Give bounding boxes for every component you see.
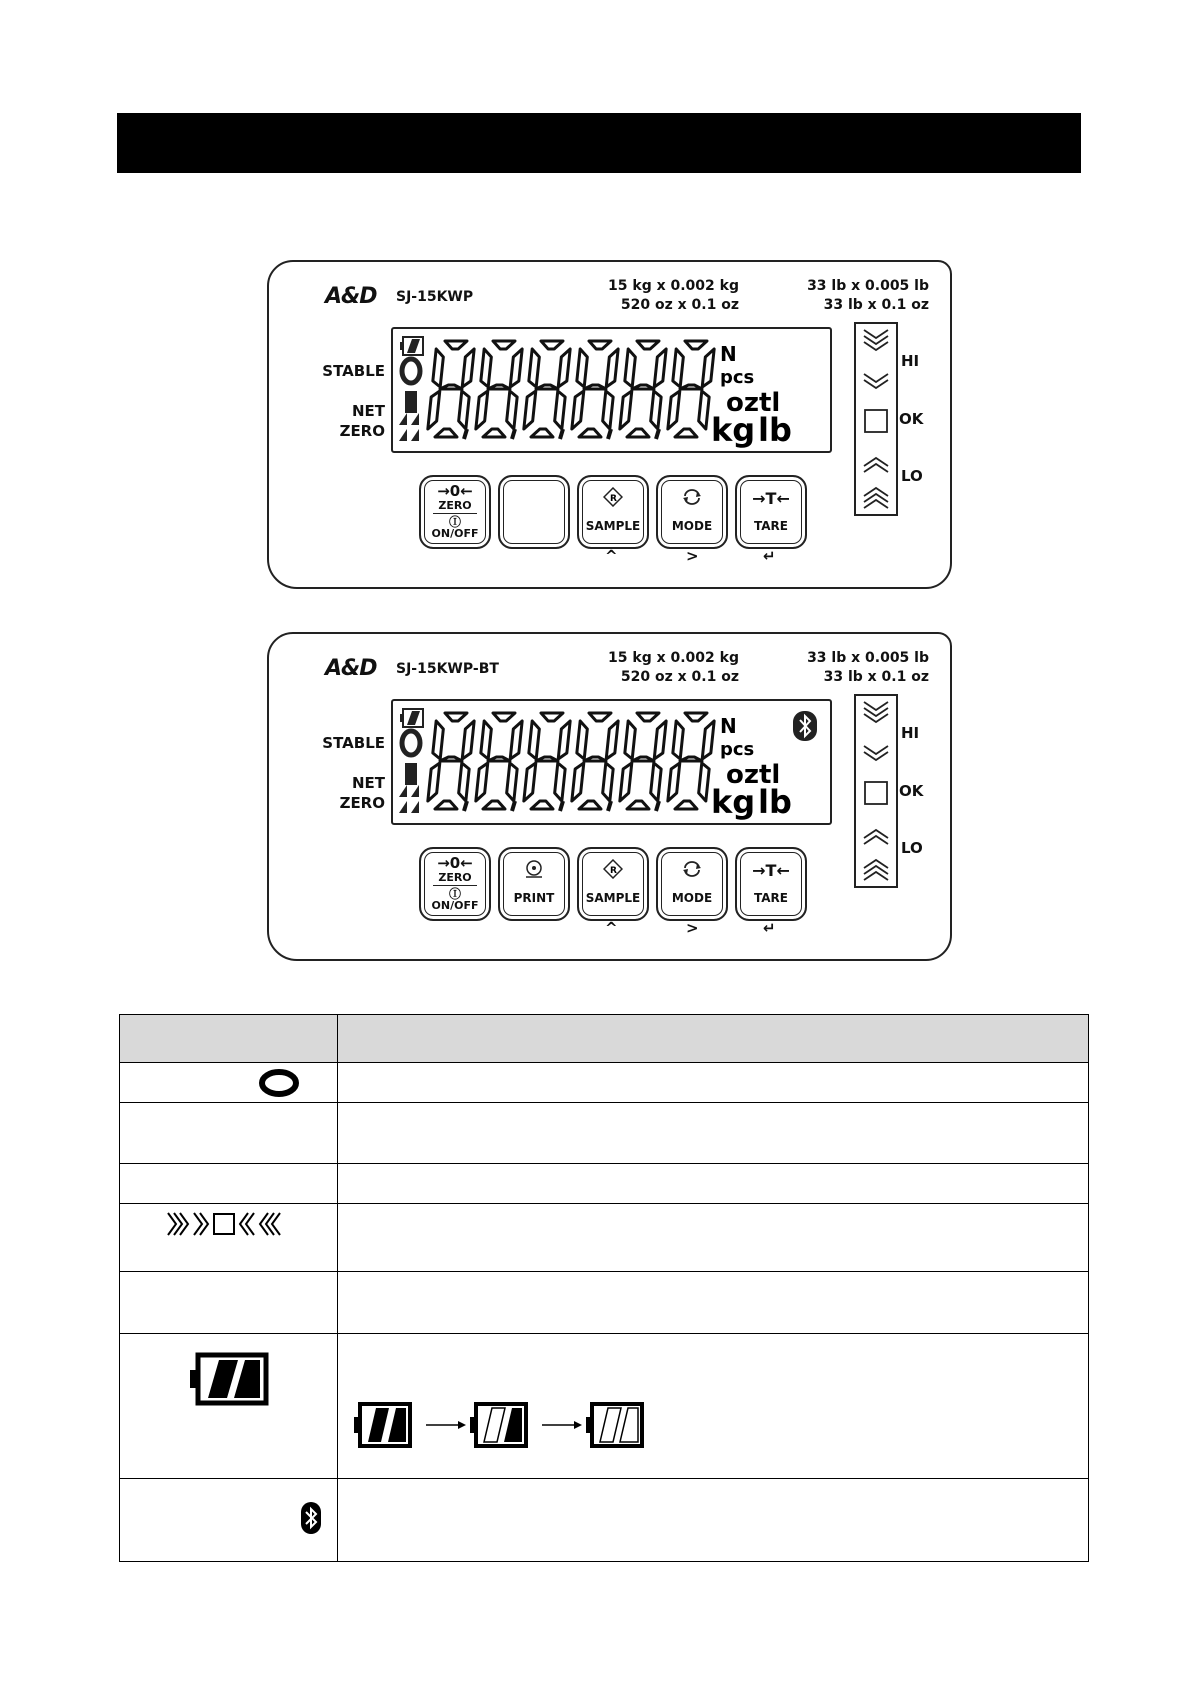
- unit-n: N: [720, 342, 737, 366]
- lcd-digits: [428, 713, 714, 811]
- spec-kg: 15 kg x 0.002 kg: [608, 650, 739, 666]
- lcd-digits: [428, 341, 714, 439]
- mode-label: MODE: [671, 891, 713, 905]
- label-net: NET: [351, 774, 385, 792]
- unit-pcs: pcs: [720, 367, 755, 388]
- unit-lb: lb: [758, 783, 792, 821]
- tare-symbol: →T←: [752, 861, 790, 880]
- zero-triangle-icon: [399, 801, 419, 813]
- battery-level-sequence-icon: [352, 1400, 652, 1452]
- label-lo: LO: [901, 839, 923, 857]
- table-row: [120, 1333, 1088, 1334]
- table-row: [120, 1203, 1088, 1204]
- label-lo: LO: [901, 467, 923, 485]
- battery-icon: [400, 337, 423, 355]
- spec-kg: 15 kg x 0.002 kg: [608, 278, 739, 294]
- up-arrow-icon: ^: [605, 919, 618, 937]
- mode-cycle-icon: [682, 859, 702, 879]
- lcd-segments: [393, 329, 830, 451]
- zero-label: ZERO: [438, 871, 472, 884]
- battery-icon: [400, 709, 423, 727]
- onoff-label: ON/OFF: [431, 527, 479, 540]
- zero-triangle-icon: [399, 429, 419, 441]
- table-row: [120, 1163, 1088, 1164]
- sample-icon: [603, 859, 623, 879]
- zero-onoff-button[interactable]: [419, 847, 491, 921]
- right-arrow-icon: >: [686, 547, 699, 565]
- comparator-chevrons-icon: [166, 1211, 292, 1237]
- zero-symbol: →0←: [437, 854, 473, 872]
- minus-indicator-icon: [405, 391, 417, 413]
- unit-kg: kg: [711, 783, 756, 821]
- brand-logo: A&D: [325, 656, 377, 681]
- zero-symbol: →0←: [437, 482, 473, 500]
- model-name: SJ-15KWP-BT: [396, 661, 499, 677]
- unit-oztl: oztl: [726, 760, 781, 790]
- tare-label: TARE: [754, 519, 788, 533]
- svg-text:R: R: [610, 866, 617, 876]
- power-icon: Ⓘ: [448, 515, 461, 529]
- comparator-chevrons-icon: [856, 324, 896, 514]
- mode-label: MODE: [671, 519, 713, 533]
- svg-text:R: R: [610, 494, 617, 504]
- print-label: PRINT: [513, 891, 555, 905]
- unit-n: N: [720, 714, 737, 738]
- blank-button[interactable]: [498, 475, 570, 549]
- comparator-indicator: [854, 694, 898, 888]
- lcd-segments: [393, 701, 830, 823]
- enter-arrow-icon: ↵: [763, 547, 776, 565]
- up-arrow-icon: ^: [605, 547, 618, 565]
- stable-circle-icon: [258, 1069, 300, 1097]
- unit-oztl: oztl: [726, 388, 781, 418]
- table-row: [120, 1478, 1088, 1479]
- tare-symbol: →T←: [752, 489, 790, 508]
- power-icon: Ⓘ: [448, 887, 461, 901]
- table-row: [120, 1271, 1088, 1272]
- unit-kg: kg: [711, 411, 756, 449]
- indicator-table: [119, 1014, 1089, 1562]
- lcd-display: [391, 327, 832, 453]
- unit-lb: lb: [758, 411, 792, 449]
- table-row: [120, 1062, 1088, 1063]
- tare-button[interactable]: [735, 475, 807, 549]
- label-net: NET: [351, 402, 385, 420]
- print-icon: [524, 859, 544, 879]
- unit-pcs: pcs: [720, 739, 755, 760]
- mode-cycle-icon: [682, 487, 702, 507]
- right-arrow-icon: >: [686, 919, 699, 937]
- label-zero: ZERO: [339, 794, 385, 812]
- stable-circle-icon: [402, 731, 420, 755]
- spec-lb: 33 lb x 0.005 lb: [807, 278, 929, 294]
- sample-icon: [603, 487, 623, 507]
- table-row: [120, 1102, 1088, 1103]
- print-button[interactable]: [498, 847, 570, 921]
- battery-icon: [186, 1352, 270, 1406]
- net-triangle-icon: [399, 413, 419, 425]
- label-hi: HI: [901, 724, 920, 742]
- spec-oz: 520 oz x 0.1 oz: [620, 297, 739, 313]
- stable-circle-icon: [402, 359, 420, 383]
- column-divider: [337, 1015, 338, 1561]
- sample-button[interactable]: [577, 847, 649, 921]
- label-zero: ZERO: [339, 422, 385, 440]
- lcd-display: [391, 699, 832, 825]
- net-triangle-icon: [399, 785, 419, 797]
- spec-oz: 520 oz x 0.1 oz: [620, 669, 739, 685]
- spec-lb-oz: 33 lb x 0.1 oz: [823, 297, 929, 313]
- zero-onoff-button[interactable]: [419, 475, 491, 549]
- label-stable: STABLE: [322, 362, 385, 380]
- spec-lb-oz: 33 lb x 0.1 oz: [823, 669, 929, 685]
- tare-label: TARE: [754, 891, 788, 905]
- tare-button[interactable]: [735, 847, 807, 921]
- sample-label: SAMPLE: [585, 519, 641, 533]
- brand-logo: A&D: [325, 284, 377, 309]
- display-panel-sj-15kwp-bt: [267, 632, 952, 961]
- minus-indicator-icon: [405, 763, 417, 785]
- bluetooth-icon: [793, 711, 817, 741]
- onoff-label: ON/OFF: [431, 899, 479, 912]
- section-header-bar: [117, 113, 1081, 173]
- sample-label: SAMPLE: [585, 891, 641, 905]
- comparator-chevrons-icon: [856, 696, 896, 886]
- display-panel-sj-15kwp: [267, 260, 952, 589]
- label-ok: OK: [899, 782, 924, 800]
- zero-label: ZERO: [438, 499, 472, 512]
- enter-arrow-icon: ↵: [763, 919, 776, 937]
- sample-button[interactable]: [577, 475, 649, 549]
- comparator-indicator: [854, 322, 898, 516]
- table-header: [120, 1015, 1088, 1062]
- label-hi: HI: [901, 352, 920, 370]
- model-name: SJ-15KWP: [396, 289, 474, 305]
- mode-button[interactable]: [656, 475, 728, 549]
- label-stable: STABLE: [322, 734, 385, 752]
- label-ok: OK: [899, 410, 924, 428]
- bluetooth-icon: [300, 1501, 322, 1535]
- spec-lb: 33 lb x 0.005 lb: [807, 650, 929, 666]
- mode-button[interactable]: [656, 847, 728, 921]
